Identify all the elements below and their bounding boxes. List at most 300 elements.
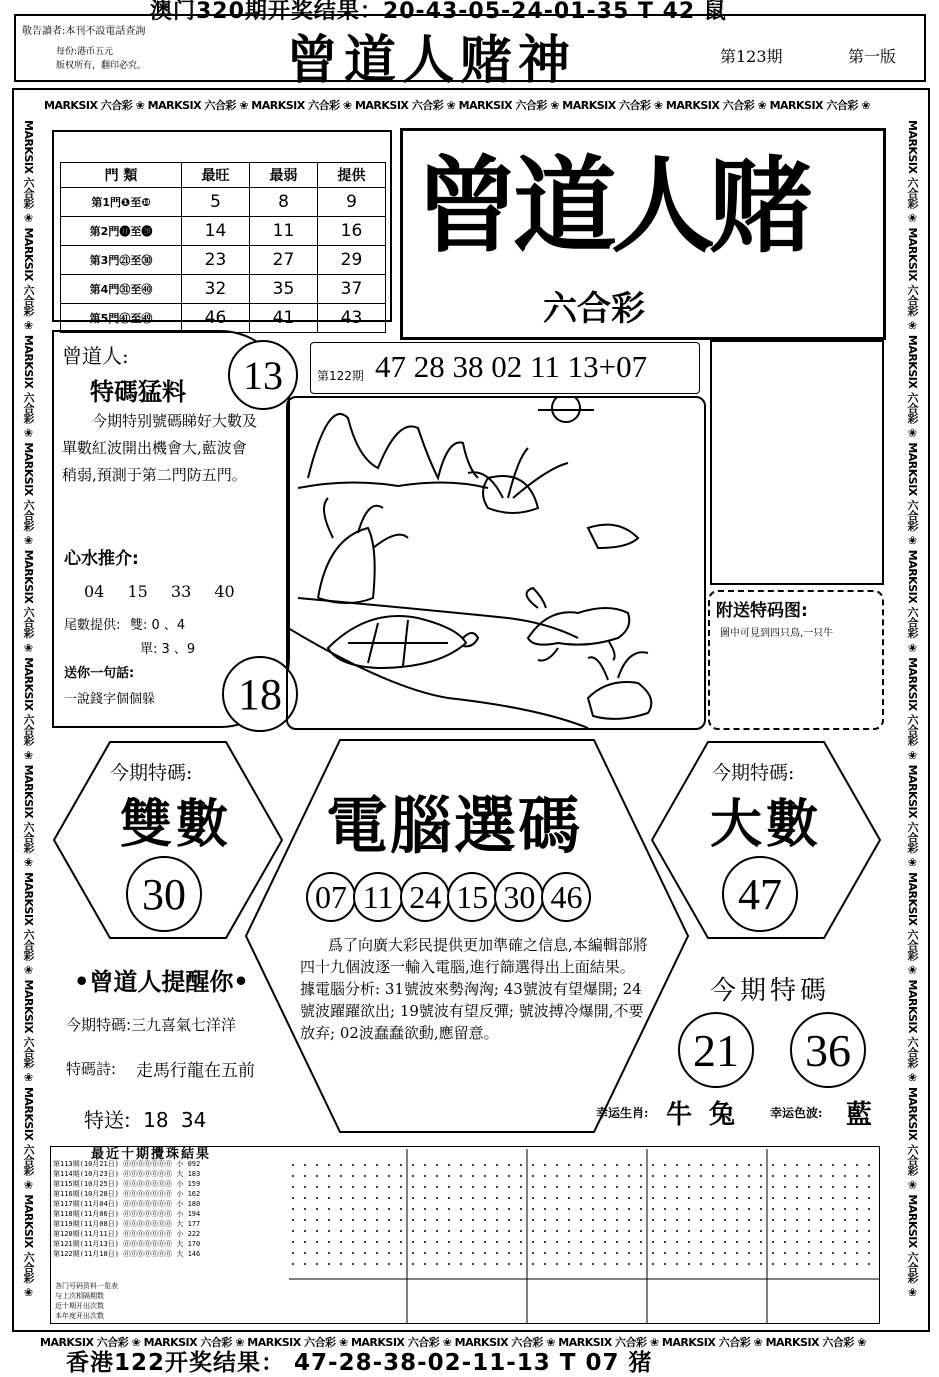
grid-dot	[676, 1230, 678, 1232]
grid-dot	[328, 1230, 330, 1232]
grid-dot	[412, 1197, 414, 1199]
grid-dot	[808, 1219, 810, 1221]
grid-dot	[700, 1164, 702, 1166]
grid-dot	[628, 1252, 630, 1254]
grid-dot	[868, 1186, 870, 1188]
grid-dot	[772, 1175, 774, 1177]
grid-dot	[748, 1186, 750, 1188]
gate-offer: 16	[318, 217, 386, 246]
grid-dot	[388, 1219, 390, 1221]
grid-dot	[700, 1230, 702, 1232]
grid-dot	[424, 1241, 426, 1243]
grid-dot	[352, 1186, 354, 1188]
grid-dot	[532, 1230, 534, 1232]
grid-dot	[688, 1175, 690, 1177]
grid-dot	[448, 1252, 450, 1254]
grid-dot	[760, 1241, 762, 1243]
grid-dot	[388, 1175, 390, 1177]
grid-dot	[400, 1252, 402, 1254]
grid-dot	[460, 1186, 462, 1188]
grid-dot	[820, 1263, 822, 1265]
grid-dot	[724, 1175, 726, 1177]
grid-dot	[304, 1263, 306, 1265]
grid-dot	[292, 1263, 294, 1265]
panel-heading: 特碼猛料	[90, 377, 186, 406]
grid-dot	[532, 1186, 534, 1188]
grid-dot	[736, 1263, 738, 1265]
grid-dot	[508, 1175, 510, 1177]
grid-dot	[580, 1197, 582, 1199]
grid-dot	[388, 1252, 390, 1254]
grid-dot	[796, 1230, 798, 1232]
grid-dot	[436, 1164, 438, 1166]
grid-dot	[664, 1186, 666, 1188]
grid-dot	[700, 1241, 702, 1243]
grid-dot	[760, 1186, 762, 1188]
history-dot-grid	[289, 1149, 879, 1323]
grid-dot	[592, 1197, 594, 1199]
table-row	[61, 246, 386, 275]
grid-dot	[328, 1219, 330, 1221]
grid-dot	[388, 1263, 390, 1265]
grid-dot	[388, 1197, 390, 1199]
grid-dot	[688, 1230, 690, 1232]
grid-dot	[460, 1263, 462, 1265]
grid-dot	[808, 1230, 810, 1232]
grid-dot	[496, 1263, 498, 1265]
grid-dot	[856, 1252, 858, 1254]
grid-dot	[868, 1241, 870, 1243]
grid-dot	[460, 1164, 462, 1166]
grid-dot	[436, 1230, 438, 1232]
grid-dot	[580, 1252, 582, 1254]
grid-dot	[556, 1252, 558, 1254]
grid-dot	[472, 1252, 474, 1254]
grid-dot	[592, 1241, 594, 1243]
grid-dot	[592, 1175, 594, 1177]
remind-line-2-label: 特碼詩:	[66, 1060, 117, 1078]
grid-dot	[292, 1164, 294, 1166]
grid-dot	[664, 1208, 666, 1210]
grid-dot	[844, 1164, 846, 1166]
grid-dot	[616, 1208, 618, 1210]
grid-dot	[496, 1230, 498, 1232]
grid-dot	[376, 1241, 378, 1243]
grid-dot	[304, 1186, 306, 1188]
grid-dot	[520, 1252, 522, 1254]
grid-dot	[292, 1175, 294, 1177]
gate-label: 第5門㊶至㊾	[61, 304, 182, 333]
riddle-illustration	[286, 396, 706, 730]
grid-dot	[736, 1219, 738, 1221]
grid-dot	[796, 1186, 798, 1188]
grid-dot	[784, 1230, 786, 1232]
grid-dot	[376, 1230, 378, 1232]
grid-dot	[640, 1186, 642, 1188]
grid-dot	[688, 1252, 690, 1254]
grid-dot	[640, 1263, 642, 1265]
grid-dot	[736, 1175, 738, 1177]
grid-dot	[640, 1208, 642, 1210]
grid-dot	[796, 1263, 798, 1265]
top-result-banner: 澳门320期开奖结果：20-43-05-24-01-35 T 42 鼠	[150, 0, 727, 24]
grid-dot	[340, 1263, 342, 1265]
left-hex-number: 30	[126, 856, 202, 932]
grid-dot	[748, 1197, 750, 1199]
grid-dot	[412, 1241, 414, 1243]
grid-dot	[568, 1241, 570, 1243]
grid-dot	[748, 1252, 750, 1254]
grid-dot	[856, 1263, 858, 1265]
remind-line-2: 走馬行龍在五前	[136, 1061, 255, 1081]
grid-dot	[688, 1208, 690, 1210]
grid-dot	[484, 1164, 486, 1166]
grid-dot	[376, 1219, 378, 1221]
grid-dot	[856, 1186, 858, 1188]
gate-worst: 8	[250, 188, 318, 217]
grid-dot	[424, 1263, 426, 1265]
grid-dot	[388, 1230, 390, 1232]
grid-dot	[316, 1263, 318, 1265]
grid-dot	[412, 1263, 414, 1265]
grid-dot	[340, 1197, 342, 1199]
grid-dot	[700, 1219, 702, 1221]
grid-dot	[496, 1241, 498, 1243]
grid-dot	[316, 1219, 318, 1221]
grid-dot	[520, 1164, 522, 1166]
grid-dot	[376, 1208, 378, 1210]
marksix-strip-bottom: MARKSIX 六合彩 ❀ MARKSIX 六合彩 ❀ MARKSIX 六合彩 ❀ MARKSIX 六合彩 ❀ MARKSIX 六合彩 ❀ MARKSIX 六合彩 ❀ MARKSIX 六合彩 ❀ MARKSIX 六合彩 ❀	[40, 1336, 866, 1349]
grid-dot	[712, 1175, 714, 1177]
grid-dot	[376, 1164, 378, 1166]
grid-dot	[772, 1186, 774, 1188]
header-box	[14, 14, 926, 91]
gift-box	[708, 590, 884, 730]
grid-dot	[868, 1208, 870, 1210]
remind-title: •曾道人提醒你•	[74, 967, 249, 996]
grid-dot	[868, 1175, 870, 1177]
grid-dot	[856, 1175, 858, 1177]
grid-dot	[340, 1175, 342, 1177]
circle-number-top: 13	[228, 340, 298, 410]
grid-dot	[532, 1219, 534, 1221]
grid-dot	[640, 1241, 642, 1243]
grid-dot	[832, 1252, 834, 1254]
grid-dot	[604, 1241, 606, 1243]
grid-dot	[460, 1175, 462, 1177]
grid-dot	[784, 1197, 786, 1199]
grid-dot	[328, 1263, 330, 1265]
grid-dot	[472, 1186, 474, 1188]
grid-dot	[364, 1197, 366, 1199]
history-row: 第116期(10月28日) ⓪⓪⓪⓪⓪⓪⓪ 小 162	[53, 1190, 201, 1198]
history-box	[50, 1146, 880, 1324]
grid-dot	[712, 1208, 714, 1210]
grid-dot	[544, 1263, 546, 1265]
pick-ball: 24	[400, 872, 450, 922]
grid-dot	[400, 1219, 402, 1221]
grid-dot	[604, 1230, 606, 1232]
grid-dot	[568, 1252, 570, 1254]
grid-dot	[460, 1219, 462, 1221]
gate-best: 14	[182, 217, 250, 246]
grid-dot	[856, 1208, 858, 1210]
grid-dot	[556, 1164, 558, 1166]
right-hex-number: 47	[722, 856, 798, 932]
grid-dot	[436, 1208, 438, 1210]
grid-dot	[328, 1175, 330, 1177]
grid-dot	[616, 1263, 618, 1265]
grid-dot	[484, 1208, 486, 1210]
grid-dot	[604, 1219, 606, 1221]
grid-dot	[520, 1263, 522, 1265]
marksix-strip-right: MARKSIX 六合彩 ❀ MARKSIX 六合彩 ❀ MARKSIX 六合彩 ❀ MARKSIX 六合彩 ❀ MARKSIX 六合彩 ❀ MARKSIX 六合彩 ❀ MARKSIX 六合彩 ❀ MARKSIX 六合彩 ❀ MARKSIX 六合彩 ❀ MARKSIX 六合彩 ❀ MARKSIX 六合彩 ❀	[906, 120, 919, 1299]
grid-dot	[532, 1164, 534, 1166]
grid-dot	[820, 1175, 822, 1177]
gate-offer: 29	[318, 246, 386, 275]
grid-dot	[808, 1241, 810, 1243]
grid-dot	[496, 1186, 498, 1188]
grid-dot	[844, 1252, 846, 1254]
grid-dot	[328, 1241, 330, 1243]
grid-dot	[592, 1219, 594, 1221]
grid-dot	[616, 1197, 618, 1199]
right-hex-value: 大數	[710, 794, 823, 855]
grid-dot	[820, 1164, 822, 1166]
grid-dot	[616, 1230, 618, 1232]
grid-dot	[616, 1219, 618, 1221]
gate-label: 第1門❶至❿	[61, 188, 182, 217]
grid-dot	[448, 1208, 450, 1210]
table-row	[61, 217, 386, 246]
grid-dot	[400, 1175, 402, 1177]
grid-dot	[712, 1219, 714, 1221]
grid-dot	[760, 1164, 762, 1166]
grid-dot	[568, 1197, 570, 1199]
grid-dot	[316, 1175, 318, 1177]
grid-dot	[808, 1164, 810, 1166]
grid-dot	[508, 1164, 510, 1166]
grid-dot	[604, 1186, 606, 1188]
grid-dot	[808, 1175, 810, 1177]
grid-dot	[376, 1186, 378, 1188]
grid-dot	[364, 1230, 366, 1232]
grid-dot	[652, 1197, 654, 1199]
brand-box	[400, 128, 886, 340]
grid-dot	[352, 1164, 354, 1166]
grid-dot	[508, 1219, 510, 1221]
grid-dot	[832, 1263, 834, 1265]
grid-dot	[556, 1208, 558, 1210]
grid-dot	[520, 1230, 522, 1232]
computer-pick-text: 爲了向廣大彩民提供更加準確之信息,本編輯部將四十九個波逐一輸入電腦,進行篩選得出上面結果。據電腦分析: 31號波來勢洶洶; 43號波有望爆開; 24號波躍躍欲出; 19號波有望反彈; 號波搏冷爆開,不要放弃; 02波蠢蠢欲動,應留意。	[300, 936, 648, 1042]
grid-dot	[652, 1230, 654, 1232]
grid-dot	[616, 1252, 618, 1254]
grid-dot	[340, 1230, 342, 1232]
grid-dot	[484, 1197, 486, 1199]
grid-dot	[784, 1208, 786, 1210]
gate-label: 第4門㉛至㊵	[61, 275, 182, 304]
landscape-drawing	[288, 398, 704, 728]
color-value: 藍	[846, 1100, 873, 1130]
grid-dot	[640, 1164, 642, 1166]
grid-dot	[688, 1219, 690, 1221]
grid-dot	[556, 1175, 558, 1177]
grid-dot	[556, 1241, 558, 1243]
bottom-result-banner: 香港122开奖结果： 47-28-38-02-11-13 T 07 猪	[66, 1350, 653, 1376]
grid-dot	[628, 1164, 630, 1166]
grid-dot	[568, 1230, 570, 1232]
grid-dot	[796, 1252, 798, 1254]
marksix-strip-top: MARKSIX 六合彩 ❀ MARKSIX 六合彩 ❀ MARKSIX 六合彩 ❀ MARKSIX 六合彩 ❀ MARKSIX 六合彩 ❀ MARKSIX 六合彩 ❀ MARKSIX 六合彩 ❀ MARKSIX 六合彩 ❀	[44, 99, 870, 112]
grid-dot	[484, 1252, 486, 1254]
grid-dot	[412, 1252, 414, 1254]
grid-dot	[688, 1241, 690, 1243]
grid-dot	[508, 1252, 510, 1254]
grid-dot	[700, 1263, 702, 1265]
notice-line-2: 每份:港币五元	[56, 47, 114, 57]
grid-dot	[292, 1208, 294, 1210]
grid-dot	[484, 1263, 486, 1265]
grid-dot	[328, 1164, 330, 1166]
remind-send: 特送: 18 34	[84, 1108, 207, 1132]
grid-dot	[676, 1219, 678, 1221]
grid-dot	[652, 1263, 654, 1265]
grid-dot	[376, 1197, 378, 1199]
grid-dot	[556, 1219, 558, 1221]
grid-dot	[736, 1208, 738, 1210]
grid-dot	[748, 1208, 750, 1210]
grid-dot	[436, 1263, 438, 1265]
grid-dot	[796, 1219, 798, 1221]
gate-offer: 43	[318, 304, 386, 333]
special-number-2: 36	[790, 1012, 866, 1088]
gate-worst: 35	[250, 275, 318, 304]
blank-box	[710, 340, 884, 585]
grid-dot	[736, 1164, 738, 1166]
grid-dot	[844, 1230, 846, 1232]
grid-dot	[472, 1263, 474, 1265]
grid-dot	[748, 1175, 750, 1177]
grid-dot	[688, 1186, 690, 1188]
grid-dot	[292, 1219, 294, 1221]
page-title: 曾道人赌神	[286, 30, 577, 91]
gate-worst: 11	[250, 217, 318, 246]
grid-dot	[448, 1263, 450, 1265]
gate-best: 32	[182, 275, 250, 304]
color-label: 幸运色波:	[770, 1106, 823, 1120]
history-row: 第122期(11月18日) ⓪⓪⓪⓪⓪⓪⓪ 大 146	[53, 1250, 201, 1258]
grid-dot	[340, 1219, 342, 1221]
grid-dot	[664, 1263, 666, 1265]
grid-dot	[856, 1164, 858, 1166]
grid-dot	[844, 1175, 846, 1177]
grid-dot	[760, 1219, 762, 1221]
grid-dot	[748, 1164, 750, 1166]
grid-dot	[352, 1175, 354, 1177]
grid-dot	[544, 1186, 546, 1188]
grid-dot	[520, 1186, 522, 1188]
grid-dot	[760, 1208, 762, 1210]
grid-dot	[796, 1197, 798, 1199]
grid-dot	[400, 1208, 402, 1210]
grid-dot	[472, 1175, 474, 1177]
grid-dot	[832, 1175, 834, 1177]
grid-dot	[508, 1263, 510, 1265]
grid-dot	[640, 1230, 642, 1232]
grid-dot	[412, 1164, 414, 1166]
grid-dot	[532, 1252, 534, 1254]
grid-dot	[604, 1175, 606, 1177]
grid-dot	[724, 1230, 726, 1232]
gate-label: 第2門⓫至⓴	[61, 217, 182, 246]
grid-dot	[784, 1219, 786, 1221]
grid-dot	[820, 1230, 822, 1232]
grid-dot	[868, 1230, 870, 1232]
history-row: 第118期(11月06日) ⓪⓪⓪⓪⓪⓪⓪ 小 194	[53, 1210, 201, 1218]
grid-dot	[316, 1252, 318, 1254]
grid-dot	[796, 1164, 798, 1166]
table-row	[61, 275, 386, 304]
grid-dot	[544, 1197, 546, 1199]
grid-dot	[592, 1164, 594, 1166]
grid-dot	[484, 1230, 486, 1232]
gift-title: 附送特码图:	[716, 601, 808, 621]
grid-dot	[736, 1241, 738, 1243]
grid-dot	[688, 1197, 690, 1199]
special-number-1: 21	[678, 1012, 754, 1088]
grid-dot	[580, 1219, 582, 1221]
issue-number: 第123期	[720, 47, 783, 66]
grid-dot	[748, 1230, 750, 1232]
grid-dot	[568, 1186, 570, 1188]
grid-dot	[580, 1208, 582, 1210]
grid-dot	[676, 1252, 678, 1254]
gift-caption: 圖中可見到四只鳥,一只牛	[720, 628, 834, 639]
grid-dot	[352, 1241, 354, 1243]
grid-dot	[652, 1175, 654, 1177]
grid-dot	[544, 1175, 546, 1177]
grid-dot	[400, 1164, 402, 1166]
history-row: 第114期(10月23日) ⓪⓪⓪⓪⓪⓪⓪ 大 183	[53, 1170, 201, 1178]
grid-dot	[472, 1164, 474, 1166]
grid-dot	[772, 1219, 774, 1221]
gate-table-box	[52, 130, 392, 328]
grid-dot	[724, 1197, 726, 1199]
grid-dot	[544, 1230, 546, 1232]
zodiac-label: 幸运生肖:	[596, 1106, 649, 1120]
grid-dot	[532, 1241, 534, 1243]
grid-dot	[700, 1197, 702, 1199]
grid-dot	[340, 1208, 342, 1210]
grid-dot	[616, 1241, 618, 1243]
grid-dot	[520, 1241, 522, 1243]
pick-ball: 15	[447, 872, 497, 922]
grid-dot	[736, 1186, 738, 1188]
brand-title: 曾道人赌	[415, 144, 808, 267]
grid-dot	[676, 1263, 678, 1265]
grid-dot	[760, 1252, 762, 1254]
grid-dot	[820, 1252, 822, 1254]
grid-dot	[364, 1208, 366, 1210]
grid-dot	[544, 1252, 546, 1254]
grid-dot	[652, 1252, 654, 1254]
grid-dot	[388, 1241, 390, 1243]
grid-dot	[412, 1219, 414, 1221]
grid-dot	[544, 1241, 546, 1243]
grid-dot	[304, 1241, 306, 1243]
history-footer-row: 本年度开出次数	[55, 1312, 104, 1320]
